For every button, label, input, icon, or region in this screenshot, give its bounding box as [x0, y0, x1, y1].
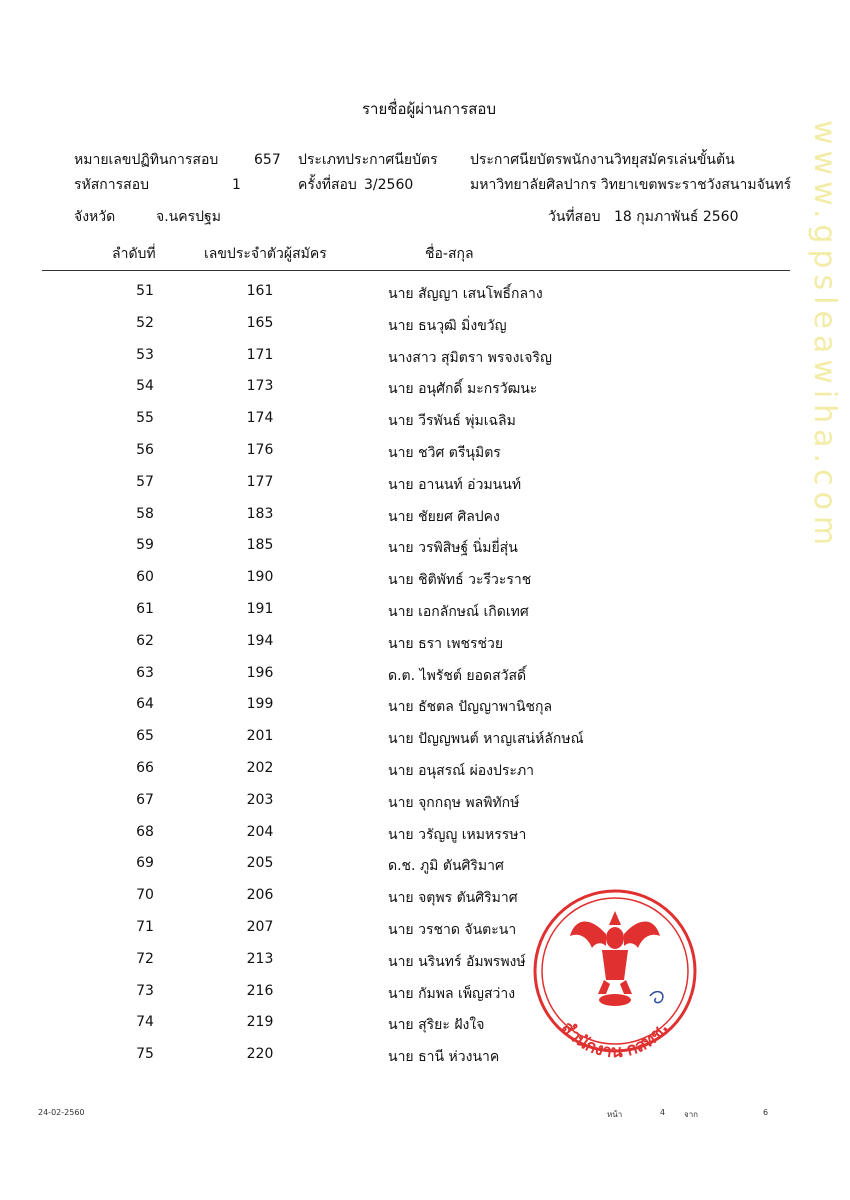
table-row — [0, 1046, 850, 1066]
row-applicant-id: 201 — [246, 728, 274, 745]
row-name: นาย ชิติพัทธ์ วะรีวะราช — [388, 572, 532, 589]
row-order: 63 — [136, 664, 154, 681]
table-row — [0, 283, 850, 303]
row-name: นาย วรชาด จันตะนา — [388, 922, 517, 938]
footer-of-label: จาก — [684, 1110, 699, 1119]
table-row — [0, 696, 850, 716]
certificate-name: ประกาศนียบัตรพนักงานวิทยุสมัครเล่นขั้นต้น — [470, 152, 735, 168]
column-header-order: ลำดับที่ — [112, 246, 156, 262]
row-order: 70 — [136, 887, 154, 904]
table-row — [0, 633, 850, 653]
table-row — [0, 378, 850, 398]
row-order: 54 — [136, 378, 154, 395]
table-row — [0, 474, 850, 494]
row-order: 51 — [136, 283, 154, 299]
table-row — [0, 760, 850, 780]
row-name: นาย อนุสรณ์ ผ่องประภา — [388, 763, 535, 779]
row-applicant-id: 165 — [246, 314, 274, 331]
row-name: นาย อนุศักดิ์ มะกรวัฒนะ — [388, 381, 538, 398]
exam-type-label: ประเภทประกาศนียบัตร — [298, 152, 438, 168]
table-row — [0, 919, 850, 939]
row-name: นาย กัมพล เพ็ญสว่าง — [388, 985, 516, 1002]
footer-page-total: 6 — [763, 1108, 769, 1117]
row-applicant-id: 196 — [246, 664, 274, 681]
row-applicant-id: 183 — [246, 505, 274, 522]
row-order: 61 — [136, 601, 154, 617]
row-applicant-id: 216 — [246, 982, 274, 999]
row-applicant-id: 207 — [246, 919, 274, 935]
garuda-seal-icon — [530, 876, 700, 1066]
table-row — [0, 410, 850, 430]
row-order: 67 — [136, 791, 154, 808]
row-order: 62 — [136, 632, 154, 649]
table-row — [0, 983, 850, 1003]
row-applicant-id: 190 — [246, 569, 274, 586]
row-name: นาย ชัยยศ ศิลปคง — [388, 508, 500, 525]
row-name: นาย นรินทร์ อัมพรพงษ์ — [388, 953, 526, 970]
row-order: 69 — [136, 855, 154, 872]
row-name: นาย ธนวุฒิ มิ่งขวัญ — [388, 317, 507, 334]
row-order: 68 — [136, 823, 154, 840]
row-name: ด.ต. ไพรัชต์ ยอดสวัสดิ์ — [388, 667, 527, 684]
seal-text: สำนักงาน กสทช. — [557, 1018, 673, 1063]
row-name: นาย ชวิศ ตรีนุมิตร — [388, 445, 501, 461]
row-name: นาย ปัญญพนต์ หาญเสน่ห์ลักษณ์ — [388, 731, 584, 748]
row-applicant-id: 206 — [246, 887, 274, 904]
row-order: 74 — [136, 1014, 154, 1031]
row-applicant-id: 177 — [246, 473, 274, 490]
row-applicant-id: 199 — [246, 696, 274, 713]
table-row — [0, 506, 850, 526]
row-name: นาย ธรา เพชรช่วย — [388, 635, 504, 652]
row-name: นาย เอกลักษณ์ เกิดเทศ — [388, 604, 529, 620]
row-applicant-id: 194 — [246, 632, 274, 649]
row-applicant-id: 203 — [246, 791, 274, 808]
row-name: นาย ธัชตล ปัญญาพานิชกุล — [388, 699, 553, 716]
row-applicant-id: 191 — [246, 601, 274, 617]
footer-date: 24-02-2560 — [38, 1108, 85, 1117]
row-applicant-id: 202 — [246, 760, 274, 776]
row-applicant-id: 220 — [246, 1046, 274, 1063]
table-row — [0, 569, 850, 589]
row-name: นาย จตุพร ตันศิริมาศ — [388, 890, 518, 907]
office-seal — [530, 876, 700, 1066]
row-applicant-id: 213 — [246, 950, 274, 967]
table-row — [0, 855, 850, 875]
footer-page-label: หน้า — [607, 1110, 623, 1119]
table-row — [0, 951, 850, 971]
row-applicant-id: 176 — [246, 442, 274, 458]
row-order: 52 — [136, 314, 154, 331]
page-title: รายชื่อผู้ผ่านการสอบ — [362, 100, 496, 118]
footer-page-current: 4 — [660, 1108, 666, 1117]
exam-code-label: รหัสการสอบ — [74, 177, 149, 193]
table-row — [0, 887, 850, 907]
row-order: 56 — [136, 442, 154, 458]
exam-date-value: 18 กุมภาพันธ์ 2560 — [614, 209, 739, 225]
table-row — [0, 442, 850, 462]
row-applicant-id: 204 — [246, 823, 274, 840]
row-name: ด.ช. ภูมิ ตันศิริมาศ — [388, 858, 504, 875]
row-name: นาย สุริยะ ฝังใจ — [388, 1017, 485, 1034]
row-applicant-id: 171 — [246, 346, 274, 363]
table-row — [0, 1014, 850, 1034]
row-name: นางสาว สุมิตรา พรจงเจริญ — [388, 349, 552, 366]
round-label: ครั้งที่สอบ — [298, 177, 357, 193]
row-order: 53 — [136, 346, 154, 363]
row-order: 73 — [136, 982, 154, 999]
row-name: นาย ธานี ห่วงนาค — [388, 1049, 500, 1066]
table-row — [0, 315, 850, 335]
row-name: นาย วีรพันธ์ พุ่มเฉลิม — [388, 413, 516, 430]
row-order: 71 — [136, 919, 154, 935]
row-order: 57 — [136, 473, 154, 490]
table-row — [0, 601, 850, 621]
row-name: นาย สัญญา เสนโพธิ์กลาง — [388, 286, 543, 302]
row-order: 55 — [136, 410, 154, 427]
row-order: 65 — [136, 728, 154, 745]
watermark: www.gpsleawiha.com — [807, 120, 842, 552]
row-applicant-id: 219 — [246, 1014, 274, 1031]
province-label: จังหวัด — [74, 209, 116, 225]
row-order: 66 — [136, 760, 154, 776]
row-name: นาย วรพิสิษฐ์ นิ่มยี่สุ่น — [388, 540, 518, 557]
table-row — [0, 824, 850, 844]
exam-date-label: วันที่สอบ — [548, 209, 601, 225]
table-row — [0, 792, 850, 812]
row-applicant-id: 205 — [246, 855, 274, 872]
row-order: 75 — [136, 1046, 154, 1063]
row-order: 58 — [136, 505, 154, 522]
row-name: นาย อานนท์ อ่วมนนท์ — [388, 476, 522, 493]
province-value: จ.นครปฐม — [156, 209, 221, 225]
row-order: 72 — [136, 950, 154, 967]
row-applicant-id: 174 — [246, 410, 274, 427]
row-applicant-id: 185 — [246, 537, 274, 554]
venue: มหาวิทยาลัยศิลปากร วิทยาเขตพระราชวังสนามจันทร์ — [470, 177, 792, 193]
row-order: 60 — [136, 569, 154, 586]
row-name: นาย วรัญญู เหมหรรษา — [388, 826, 527, 843]
table-row — [0, 347, 850, 367]
column-header-name: ชื่อ-สกุล — [425, 246, 474, 262]
column-header-applicant-id: เลขประจำตัวผู้สมัคร — [204, 246, 327, 262]
row-applicant-id: 161 — [246, 283, 274, 299]
table-row — [0, 537, 850, 557]
row-name: นาย จุกกฤษ พลพิทักษ์ — [388, 794, 520, 811]
row-applicant-id: 173 — [246, 378, 274, 395]
round-value: 3/2560 — [364, 177, 414, 193]
exam-schedule-value: 657 — [254, 152, 281, 168]
row-order: 59 — [136, 537, 154, 554]
table-row — [0, 728, 850, 748]
header-divider — [42, 270, 790, 271]
row-order: 64 — [136, 696, 154, 713]
exam-code-value: 1 — [232, 177, 241, 193]
exam-schedule-label: หมายเลขปฏิทินการสอบ — [74, 152, 219, 168]
table-row — [0, 665, 850, 685]
